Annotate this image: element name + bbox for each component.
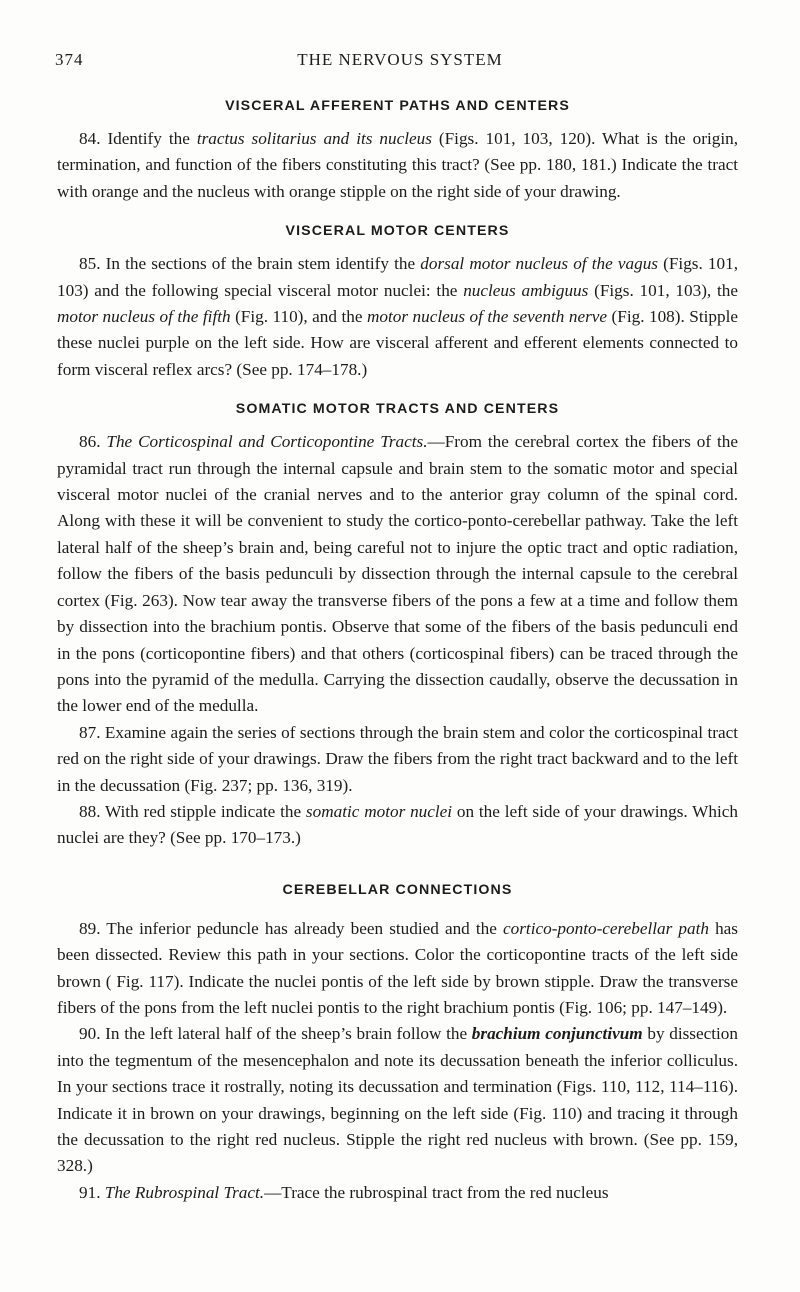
running-head	[55, 50, 745, 74]
paragraph-87: 87. Examine again the series of sections through the brain stem and color the corticospinal tract red on the right side of your drawings. Draw the fibers from the right tract backward and to the left in the decussation (Fig. 237; pp. 136, 319).	[57, 722, 738, 795]
paragraph-86: 86. The Corticospinal and Corticopontine Tracts.—From the cerebral cortex the fibers of the pyramidal tract run through the internal capsule and brain stem to the somatic motor and special visceral motor nuclei of the cranial nerves and to the anterior gray column of the spinal cord. Along with these it will be convenient to study the cortico-ponto-cerebellar pathway. Take the left lateral half of the sheep’s brain and, being careful not to injure the optic tract and optic radiation, follow the fibers of the basis pedunculi by dissection through the internal capsule to the cerebral cortex (Fig. 263). Now tear away the transverse fibers of the pons a few at a time and follow them by dissection into the brachium pontis. Observe that some of the fibers of the basis pedunculi end in the pons (corticopontine fibers) and that others (corticospinal fibers) can be traced through the pons into the pyramid of the medulla. Carrying the dissection caudally, observe the decussation in the lower end of the medulla.	[57, 432, 739, 716]
paragraph-85: 85. In the sections of the brain stem identify the dorsal motor nucleus of the vagus (Figs. 101, 103) and the following special visceral motor nuclei: the nucleus ambiguus (Figs. 101, 103), the motor nucleus of the fifth (Fig. 110), and the motor nucleus of the seventh nerve (Fig. 108). Stipple these nuclei purple on the left side. How are visceral afferent and efferent elements connected to form visceral reflex arcs? (See pp. 174–178.)	[57, 254, 739, 379]
paragraph-88: 88. With red stipple indicate the somatic motor nuclei on the left side of your drawings. Which nuclei are they? (See pp. 170–173.)	[57, 801, 738, 848]
paragraph-90: 90. In the left lateral half of the sheep’s brain follow the brachium conjunctivum by dissection into the tegmentum of the mesencephalon and note its decussation beneath the inferior colliculus. In your sections trace it rostrally, noting its decussation and termination (Figs. 110, 112, 114–116). Indicate it in brown on your drawings, beginning on the left side (Fig. 110) and tracing it through the decussation to the right red nucleus. Stipple the right red nucleus with brown. (See pp. 159, 328.)	[57, 1024, 738, 1176]
section-heading-cerebellar: CEREBELLAR CONNECTIONS	[282, 881, 513, 898]
paragraph-89: 89. The inferior peduncle has already been studied and the cortico-ponto-cerebellar path has been dissected. Review this path in your sections. Color the corticopontine tracts of the left side brown ( Fig. 117). Indicate the nuclei pontis of the left side by brown stipple. Draw the transverse fibers of the pons from the left nuclei pontis to the right brachium pontis (Fig. 106; pp. 147–149).	[57, 918, 738, 1017]
running-title: THE NERVOUS SYSTEM	[297, 50, 503, 69]
paragraph-91: 91. The Rubrospinal Tract.—Trace the rubrospinal tract from the red nucleus	[79, 1182, 609, 1202]
page-body	[57, 88, 738, 1206]
section-heading-visceral-afferent: VISCERAL AFFERENT PATHS AND CENTERS	[225, 98, 570, 114]
section-heading-somatic-motor: SOMATIC MOTOR TRACTS AND CENTERS	[235, 401, 560, 418]
page-number: 374	[55, 50, 84, 69]
section-heading-visceral-motor: VISCERAL MOTOR CENTERS	[285, 223, 510, 240]
paragraph-84: 84. Identify the tractus solitarius and its nucleus (Figs. 101, 103, 120). What is the origin, termination, and function of the fibers constituting this tract? (See pp. 180, 181.) Indicate the tract with orange and the nucleus with orange stipple on the right side of your drawing.	[57, 129, 739, 201]
